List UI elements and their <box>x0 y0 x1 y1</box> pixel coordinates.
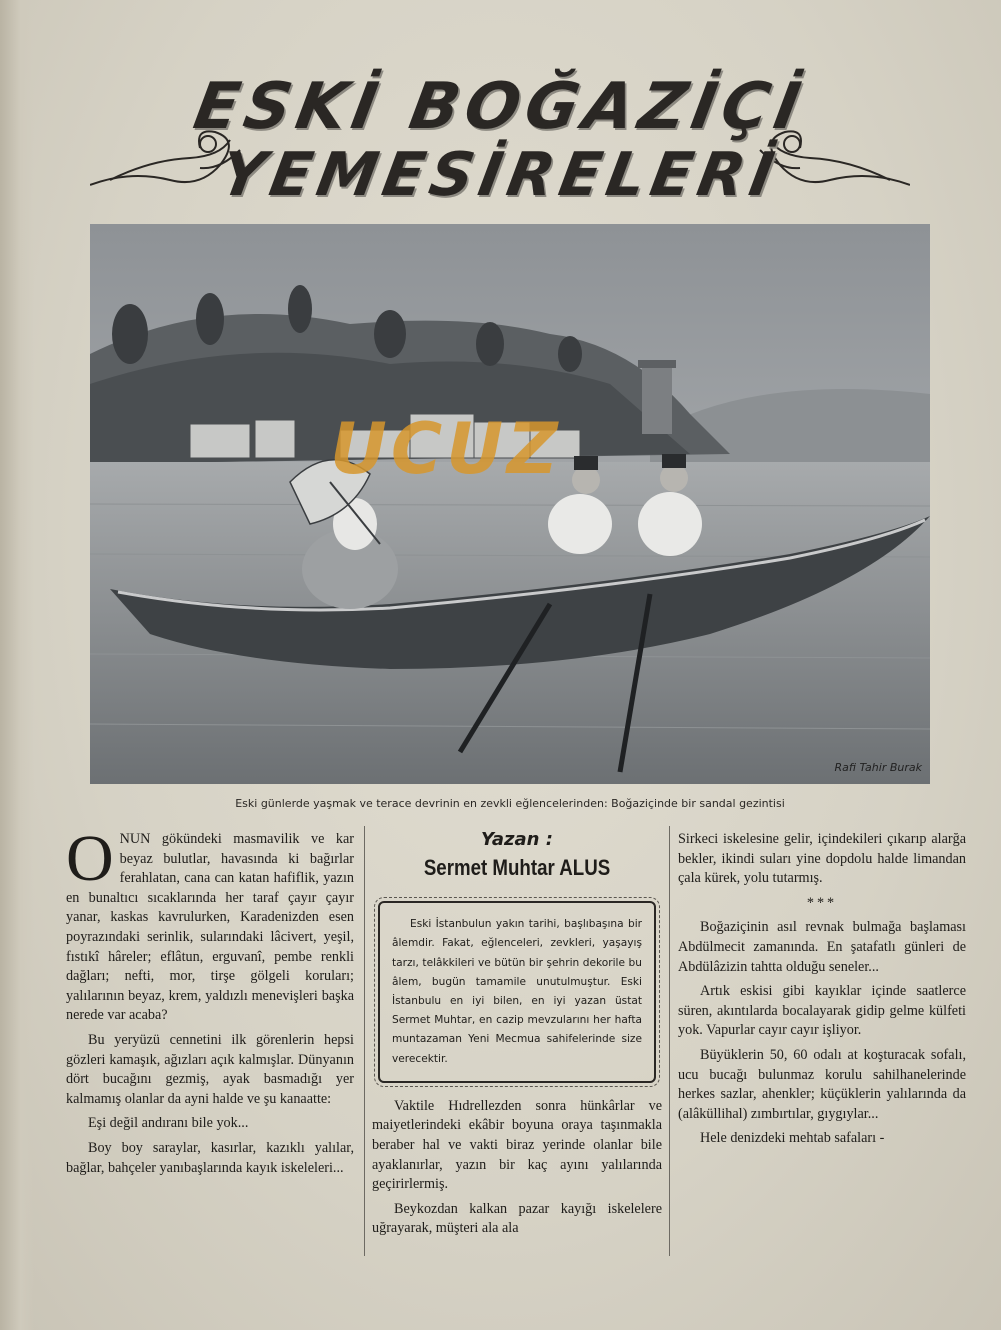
column-divider <box>364 826 365 1256</box>
intro-text: Eski İstanbulun yakın tarihi, başlıbaşına bir âlemdir. Fakat, eğlenceleri, zevkleri, yaşayış tarzı, telâkkileri ve bütün bir şehrin dekorile bu âlem, bugün tamamile unutulmuştur. Eski İstanbulu en iyi bilen, en iyi yazan üstat Sermet Muhtar, en cazip mevzularını her hafta muntazaman Yeni Mecmua sahifelerinde size verecektir. <box>392 918 642 1065</box>
paragraph-text: NUN gökündeki masmavilik ve kar beyaz bulutlar, havasında ki bağırlar ferahlatan, cana can katan hafiflik, yazın en bunaltıcı sıcaklarında her taraf çayır çayır yanar, kaskas kavrulurken, Karadenizden esen poyrazındaki serinlik, sularındaki lâcivert, yeşil, fıstıkî hâreler; eflâtun, erguvanî, pembe renkli dağları; nefti, mor, tirşe gölgeli koruları; yalılarının beyaz, krem, yaldızlı menevişleri başka nerede var acaba? <box>66 831 354 1024</box>
paragraph: Beykozdan kalkan pazar kayığı iskelelere uğrayarak, müşteri ala ala <box>372 1200 662 1237</box>
watermark-text: UCUZ <box>330 408 562 490</box>
column-3 <box>678 830 966 1154</box>
artist-signature: Rafi Tahir Burak <box>834 761 922 774</box>
paragraph: Vaktile Hıdrellezden sonra hünkârlar ve maiyetlerindeki ekâbir boyuna oraya taşınmakla beraber hal ve vakti biraz yerinde olanlar bile ayaklanırlar, yazın bir kaç ayını yalılarında geçirirlermiş. <box>372 1097 662 1193</box>
section-separator: *** <box>806 894 838 911</box>
byline-label: Yazan : <box>481 829 553 850</box>
column-1 <box>66 822 354 1183</box>
paragraph: Boy boy saraylar, kasırlar, kazıklı yalılar, bağlar, bahçeler yanıbaşlarında kayık iskeleleri... <box>66 1139 354 1176</box>
author-name: Sermet Muhtar ALUS <box>423 854 611 880</box>
intro-box <box>378 901 656 1083</box>
paragraph: Artık eskisi gibi kayıklar içinde saatlerce süren, akıntılarda bocalayarak gidip gelme külfeti yok. Vapurlar cayır cayır işliyor. <box>678 983 966 1039</box>
torn-page-edge <box>0 0 34 1330</box>
title-line-1: ESKİ BOĞAZİÇİ <box>188 70 812 144</box>
paragraph: Boğaziçinin asıl revnak bulmağa başlaması Abdülmecit zamanında. En şatafatlı günleri de Abdülâzizin tahtta olduğu seneler... <box>678 919 966 975</box>
paragraph: Sirkeci iskelesine gelir, içindekileri çıkarıp alarğa bekler, ikindi suları yine dopdolu halde limandan çala kürek, yolu tutarmış. <box>678 831 966 887</box>
illustration-caption: Eski günlerde yaşmak ve terace devrinin en zevkli eğlencelerinden: Boğaziçinde bir sandal gezintisi <box>235 797 785 810</box>
paragraph: Hele denizdeki mehtab safaları - <box>700 1130 885 1147</box>
column-2 <box>372 830 662 1244</box>
article-title <box>90 40 910 210</box>
drop-cap: O <box>66 822 114 895</box>
boat-scene-drawing <box>90 224 930 784</box>
boat-illustration <box>90 224 930 784</box>
paragraph: Büyüklerin 50, 60 odalı at koşturacak sofalı, ucu bucağı bulunmaz korulu sahilhanelerinde herkes sazlar, ahenkler; küçüklerin yalılarında da (alâküllihal) zımbırtılar, gıygıylar... <box>678 1046 966 1122</box>
paragraph: Bu yeryüzü cennetini ilk görenlerin hepsi gözleri kamaşık, ağızları açık kalmışlar. Dünyanın dört bucağını gezmiş, ayak basmadığı yer kalmamış olanlar da ayni halde ve şu kanaatte: <box>66 1031 354 1107</box>
column-divider <box>669 826 670 1256</box>
paragraph <box>66 822 354 1026</box>
title-line-2: YEMESİRELERİ <box>215 140 785 210</box>
paragraph: Eşi değil andıranı bile yok... <box>88 1115 249 1132</box>
